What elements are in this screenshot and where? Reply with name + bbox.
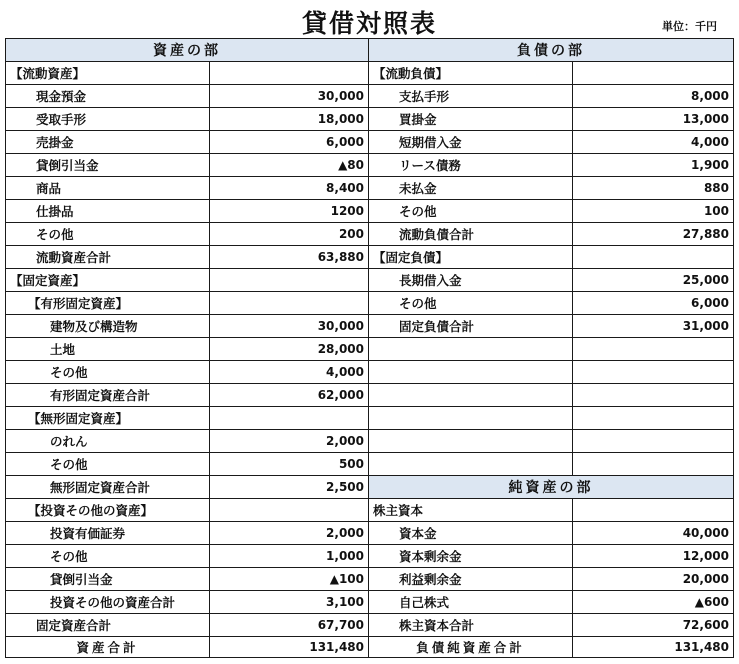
balance-sheet-table bbox=[5, 38, 734, 658]
table-row bbox=[6, 315, 734, 338]
asset-label: 商品 bbox=[6, 177, 210, 200]
asset-label: 貸倒引当金 bbox=[6, 154, 210, 177]
table-row bbox=[6, 131, 734, 154]
table-row bbox=[6, 338, 734, 361]
balance-sheet-body bbox=[6, 62, 734, 637]
liability-value bbox=[573, 453, 734, 476]
header-row bbox=[6, 39, 734, 62]
table-row bbox=[6, 568, 734, 591]
asset-label: その他 bbox=[6, 223, 210, 246]
asset-value: 1,000 bbox=[210, 545, 369, 568]
liability-value: 8,000 bbox=[573, 85, 734, 108]
asset-value bbox=[210, 62, 369, 85]
asset-value: 200 bbox=[210, 223, 369, 246]
liability-value: 6,000 bbox=[573, 292, 734, 315]
liability-value: ▲600 bbox=[573, 591, 734, 614]
liability-label: 未払金 bbox=[369, 177, 573, 200]
liability-value bbox=[573, 62, 734, 85]
assets-total-label: 資産合計 bbox=[6, 637, 210, 658]
table-row bbox=[6, 269, 734, 292]
liability-value: 13,000 bbox=[573, 108, 734, 131]
asset-value: ▲80 bbox=[210, 154, 369, 177]
liability-label: 資本剰余金 bbox=[369, 545, 573, 568]
liabilities-net-assets-total-value: 131,480 bbox=[573, 637, 734, 658]
asset-value: 500 bbox=[210, 453, 369, 476]
asset-label: のれん bbox=[6, 430, 210, 453]
liability-value bbox=[573, 338, 734, 361]
asset-label: 【固定資産】 bbox=[6, 269, 210, 292]
asset-value: 8,400 bbox=[210, 177, 369, 200]
liability-value bbox=[573, 246, 734, 269]
asset-value: 30,000 bbox=[210, 85, 369, 108]
liability-value: 880 bbox=[573, 177, 734, 200]
asset-value: 6,000 bbox=[210, 131, 369, 154]
liability-label bbox=[369, 361, 573, 384]
net-assets-header: 純資産の部 bbox=[369, 476, 734, 499]
liability-value: 31,000 bbox=[573, 315, 734, 338]
asset-label: 貸倒引当金 bbox=[6, 568, 210, 591]
liability-value: 27,880 bbox=[573, 223, 734, 246]
liability-value bbox=[573, 384, 734, 407]
table-row bbox=[6, 200, 734, 223]
liability-label: 自己株式 bbox=[369, 591, 573, 614]
liability-label: 【固定負債】 bbox=[369, 246, 573, 269]
liability-label: 短期借入金 bbox=[369, 131, 573, 154]
asset-label: その他 bbox=[6, 545, 210, 568]
asset-value: 67,700 bbox=[210, 614, 369, 637]
asset-label: その他 bbox=[6, 361, 210, 384]
liability-label: 【流動負債】 bbox=[369, 62, 573, 85]
table-row bbox=[6, 177, 734, 200]
asset-value bbox=[210, 292, 369, 315]
asset-value: 4,000 bbox=[210, 361, 369, 384]
table-row bbox=[6, 614, 734, 637]
liability-value bbox=[573, 430, 734, 453]
asset-label: 固定資産合計 bbox=[6, 614, 210, 637]
table-row bbox=[6, 453, 734, 476]
liability-label: 資本金 bbox=[369, 522, 573, 545]
liability-value: 20,000 bbox=[573, 568, 734, 591]
table-row bbox=[6, 384, 734, 407]
table-row bbox=[6, 62, 734, 85]
table-row bbox=[6, 361, 734, 384]
asset-value: 30,000 bbox=[210, 315, 369, 338]
asset-label: 【無形固定資産】 bbox=[6, 407, 210, 430]
liability-value: 1,900 bbox=[573, 154, 734, 177]
liability-value bbox=[573, 407, 734, 430]
liability-value: 4,000 bbox=[573, 131, 734, 154]
asset-label: 建物及び構造物 bbox=[6, 315, 210, 338]
liability-value bbox=[573, 499, 734, 522]
liability-label: 株主資本合計 bbox=[369, 614, 573, 637]
table-row bbox=[6, 407, 734, 430]
asset-value: 62,000 bbox=[210, 384, 369, 407]
liability-label bbox=[369, 453, 573, 476]
liability-label: 固定負債合計 bbox=[369, 315, 573, 338]
liability-value bbox=[573, 361, 734, 384]
asset-label: 無形固定資産合計 bbox=[6, 476, 210, 499]
liability-value: 72,600 bbox=[573, 614, 734, 637]
asset-value: 1200 bbox=[210, 200, 369, 223]
asset-label: 土地 bbox=[6, 338, 210, 361]
asset-label: 流動資産合計 bbox=[6, 246, 210, 269]
asset-label: 【有形固定資産】 bbox=[6, 292, 210, 315]
asset-value: 3,100 bbox=[210, 591, 369, 614]
asset-label: その他 bbox=[6, 453, 210, 476]
asset-value: ▲100 bbox=[210, 568, 369, 591]
table-row bbox=[6, 476, 734, 499]
table-row bbox=[6, 591, 734, 614]
liabilities-net-assets-total-label: 負債純資産合計 bbox=[369, 637, 573, 658]
table-row bbox=[6, 154, 734, 177]
asset-value bbox=[210, 269, 369, 292]
liability-label: 支払手形 bbox=[369, 85, 573, 108]
liability-label: リース債務 bbox=[369, 154, 573, 177]
table-row bbox=[6, 85, 734, 108]
liabilities-header: 負債の部 bbox=[369, 39, 734, 62]
asset-label: 有形固定資産合計 bbox=[6, 384, 210, 407]
table-row bbox=[6, 246, 734, 269]
liability-label: 買掛金 bbox=[369, 108, 573, 131]
table-row bbox=[6, 522, 734, 545]
table-row bbox=[6, 292, 734, 315]
table-row bbox=[6, 108, 734, 131]
assets-header: 資産の部 bbox=[6, 39, 369, 62]
asset-label: 受取手形 bbox=[6, 108, 210, 131]
liability-label: 利益剰余金 bbox=[369, 568, 573, 591]
asset-label: 現金預金 bbox=[6, 85, 210, 108]
asset-label: 売掛金 bbox=[6, 131, 210, 154]
totals-row bbox=[6, 637, 734, 658]
liability-label: 長期借入金 bbox=[369, 269, 573, 292]
asset-label: 仕掛品 bbox=[6, 200, 210, 223]
liability-label: 株主資本 bbox=[369, 499, 573, 522]
liability-label bbox=[369, 384, 573, 407]
unit-label: 単位：千円 bbox=[662, 20, 717, 33]
asset-value bbox=[210, 407, 369, 430]
table-row bbox=[6, 545, 734, 568]
table-row bbox=[6, 499, 734, 522]
asset-value: 18,000 bbox=[210, 108, 369, 131]
page-title: 貸借対照表 bbox=[301, 9, 437, 38]
asset-value bbox=[210, 499, 369, 522]
asset-value: 2,000 bbox=[210, 430, 369, 453]
assets-total-value: 131,480 bbox=[210, 637, 369, 658]
asset-label: 投資その他の資産合計 bbox=[6, 591, 210, 614]
asset-value: 2,500 bbox=[210, 476, 369, 499]
asset-label: 【投資その他の資産】 bbox=[6, 499, 210, 522]
liability-label bbox=[369, 430, 573, 453]
liability-label: その他 bbox=[369, 292, 573, 315]
liability-value: 25,000 bbox=[573, 269, 734, 292]
liability-label: その他 bbox=[369, 200, 573, 223]
asset-value: 63,880 bbox=[210, 246, 369, 269]
asset-value: 28,000 bbox=[210, 338, 369, 361]
table-row bbox=[6, 430, 734, 453]
asset-label: 【流動資産】 bbox=[6, 62, 210, 85]
liability-value: 100 bbox=[573, 200, 734, 223]
table-row bbox=[6, 223, 734, 246]
liability-label: 流動負債合計 bbox=[369, 223, 573, 246]
liability-label bbox=[369, 407, 573, 430]
liability-value: 12,000 bbox=[573, 545, 734, 568]
asset-label: 投資有価証券 bbox=[6, 522, 210, 545]
liability-label bbox=[369, 338, 573, 361]
liability-value: 40,000 bbox=[573, 522, 734, 545]
asset-value: 2,000 bbox=[210, 522, 369, 545]
